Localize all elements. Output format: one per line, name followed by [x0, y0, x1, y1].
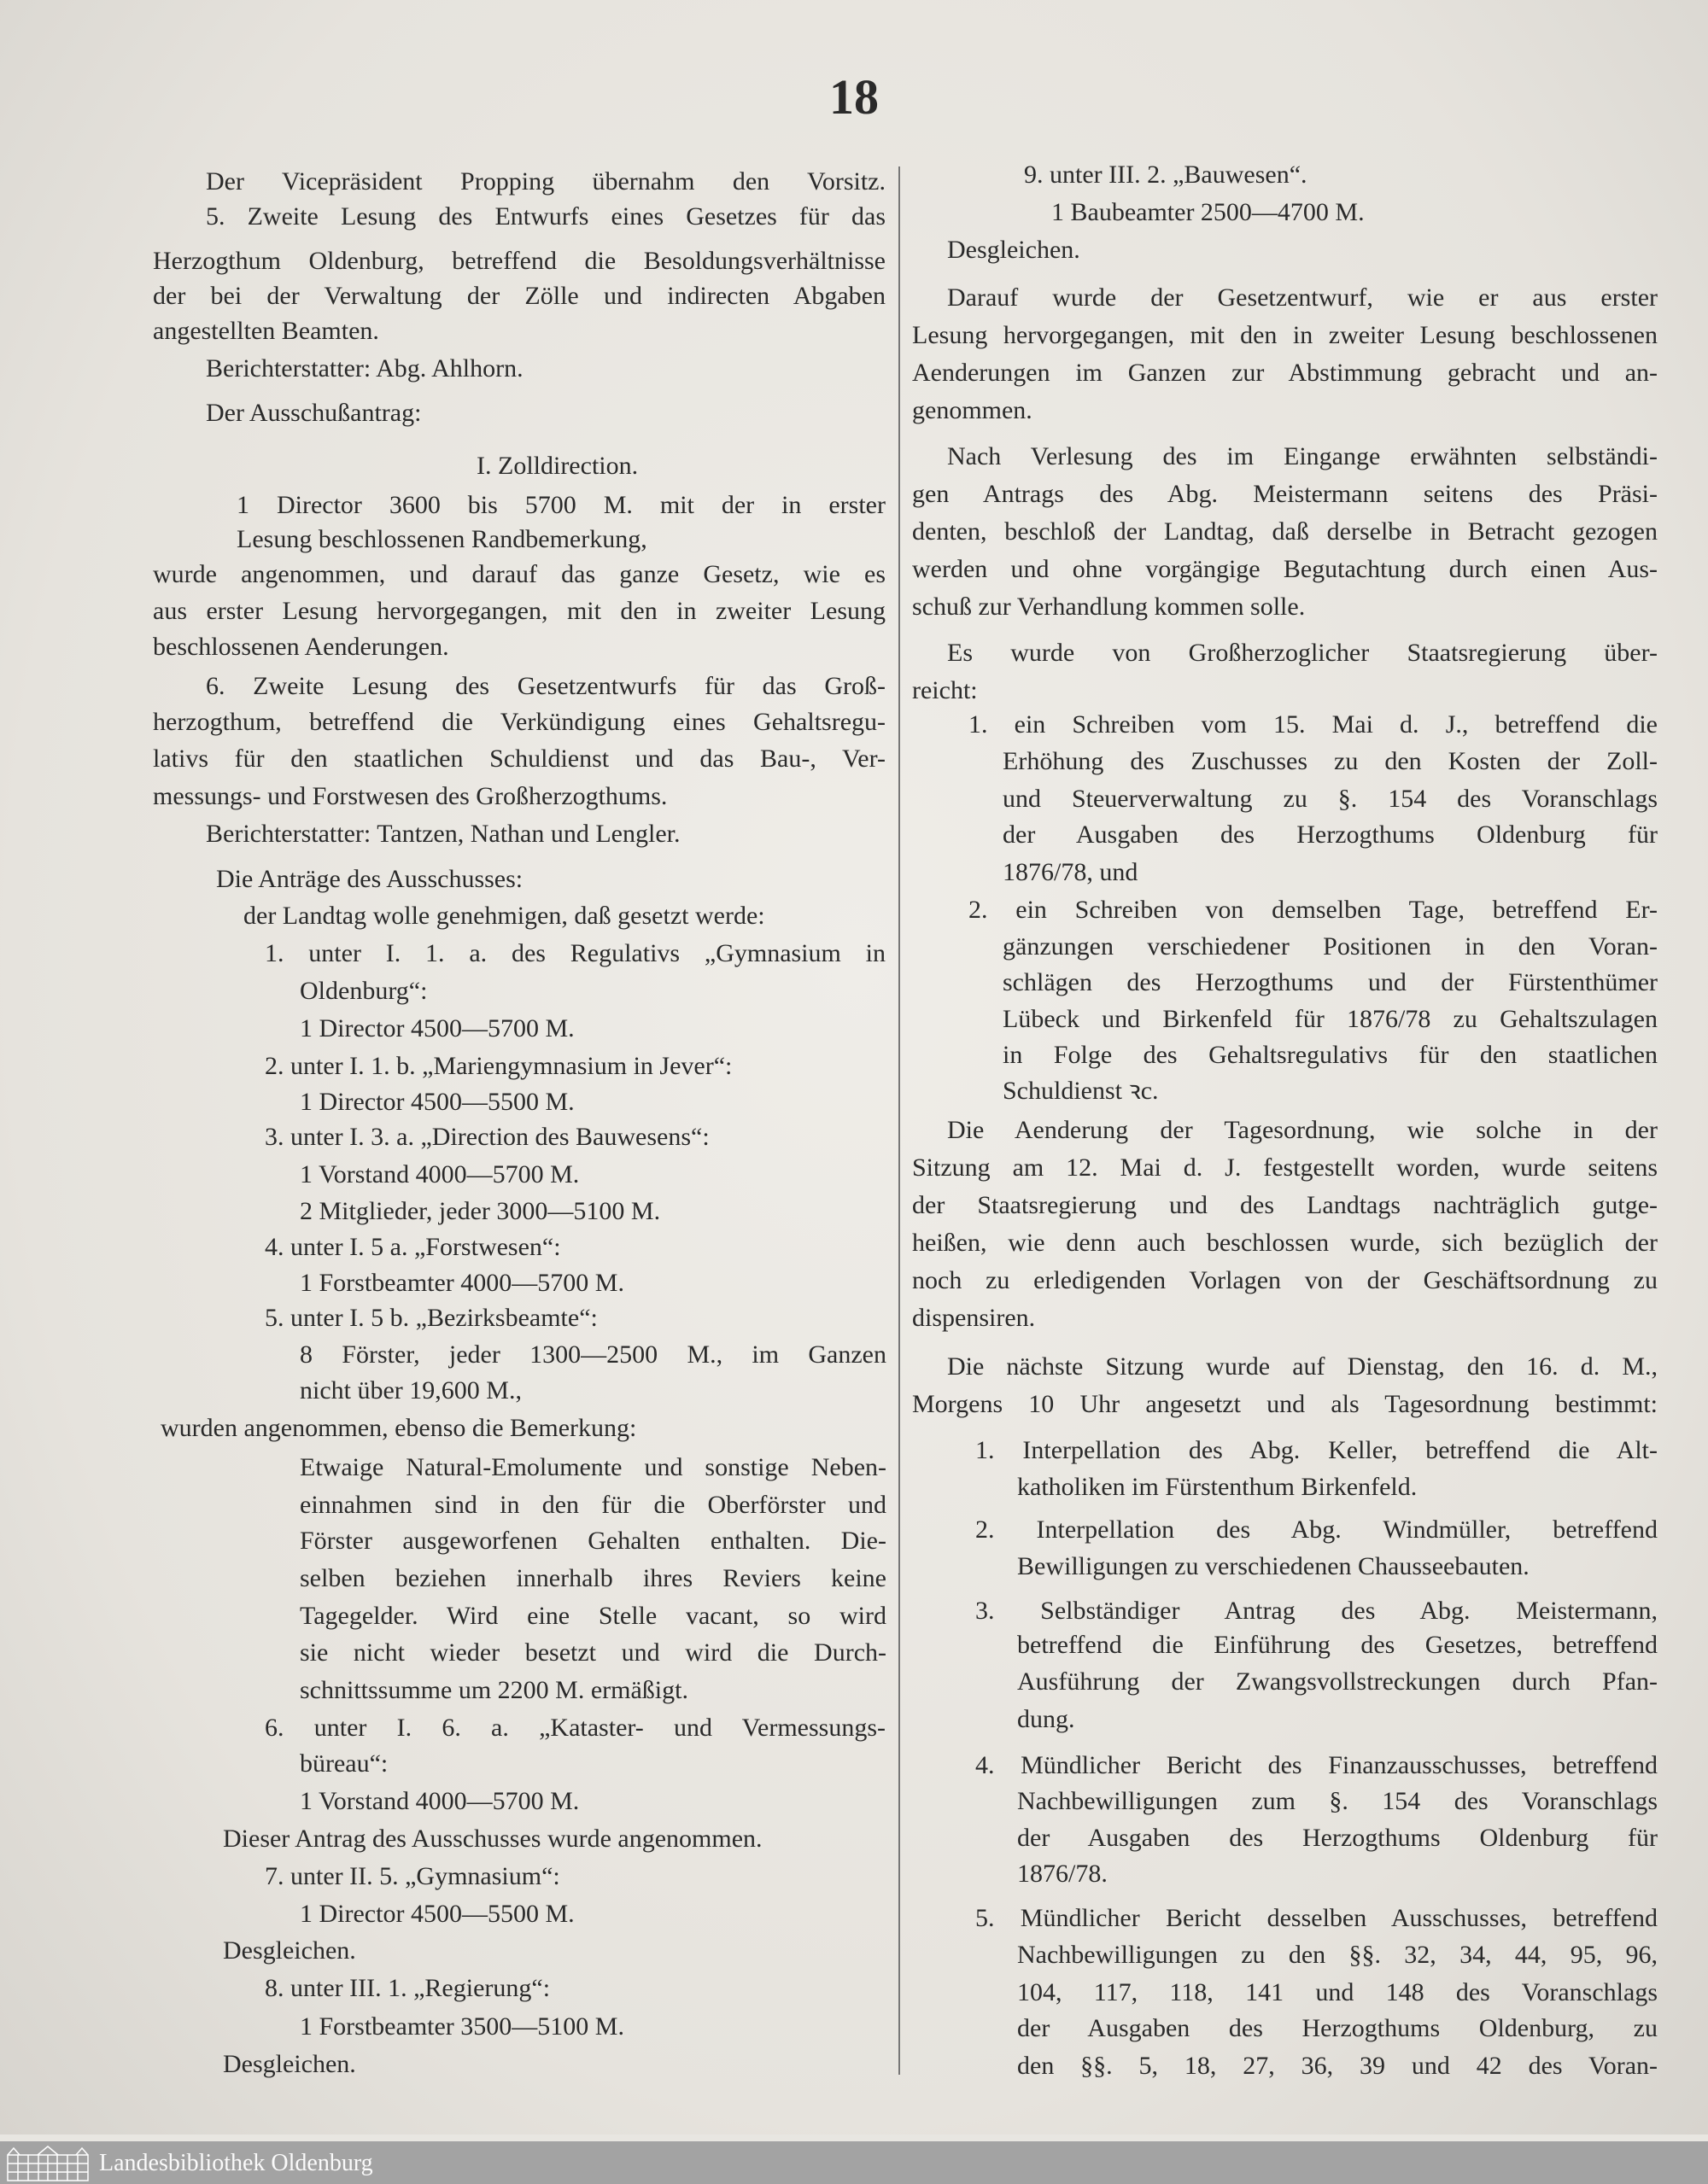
left-column-text-line: 1 Vorstand 4000—5700 M. — [300, 1160, 580, 1188]
library-name: Landesbibliothek Oldenburg — [99, 2150, 373, 2176]
left-column-text-line: Etwaige Natural-Emolumente und sonstige Neben- — [300, 1453, 886, 1481]
right-column-text-line: der Ausgaben des Herzogthums Oldenburg für — [1017, 1824, 1658, 1852]
left-column-text-line: wurden angenommen, ebenso die Bemerkung: — [161, 1414, 637, 1442]
right-column-text-line: Nachbewilligungen zu den §§. 32, 34, 44, 95, 96, — [1017, 1941, 1658, 1969]
right-column-text-line: Lesung hervorgegangen, mit den in zweiter Lesung beschlossenen — [912, 321, 1658, 349]
library-building-logo — [5, 2145, 91, 2182]
right-column-text-line: 1876/78, und — [1003, 858, 1138, 886]
right-column-text-line: Es wurde von Großherzoglicher Staatsregierung über- — [947, 639, 1658, 667]
right-column-text-line: Lübeck und Birkenfeld für 1876/78 zu Gehaltszulagen — [1003, 1005, 1658, 1033]
right-column-text-line: 1. ein Schreiben vom 15. Mai d. J., betreffend die — [968, 710, 1658, 739]
right-column-text-line: 2. ein Schreiben von demselben Tage, betreffend Er- — [968, 896, 1658, 924]
left-column-text-line: aus erster Lesung hervorgegangen, mit den in zweiter Lesung — [153, 597, 886, 625]
right-column-text-line: den §§. 5, 18, 27, 36, 39 und 42 des Voran- — [1017, 2052, 1658, 2080]
left-column-text-line: der Landtag wolle genehmigen, daß gesetzt werde: — [243, 902, 765, 930]
left-column-text-line: nicht über 19,600 M., — [300, 1376, 522, 1404]
left-column-text-line: 2 Mitglieder, jeder 3000—5100 M. — [300, 1197, 661, 1225]
left-column-text-line: Der Vicepräsident Propping übernahm den Vorsitz. — [206, 167, 886, 196]
right-column-text-line: gen Antrags des Abg. Meistermann seitens des Präsi- — [912, 480, 1658, 508]
left-column-text-line: 5. unter I. 5 b. „Bezirksbeamte“: — [265, 1304, 598, 1332]
right-column-text-line: 3. Selbständiger Antrag des Abg. Meistermann, — [975, 1597, 1658, 1625]
left-column-text-line: Desgleichen. — [223, 2050, 356, 2078]
left-column-text-line: 1. unter I. 1. a. des Regulativs „Gymnasium in — [265, 939, 886, 967]
right-column-text-line: 5. Mündlicher Bericht desselben Ausschusses, betreffend — [975, 1904, 1658, 1932]
left-column-text-line: herzogthum, betreffend die Verkündigung eines Gehaltsregu- — [153, 708, 886, 736]
left-column-text-line: 1 Forstbeamter 3500—5100 M. — [300, 2012, 624, 2041]
left-column-text-line: der bei der Verwaltung der Zölle und indirecten Abgaben — [153, 282, 886, 310]
left-column-text-line: messungs- und Forstwesen des Großherzogthums. — [153, 782, 668, 810]
left-column-text-line: einnahmen sind in den für die Oberförster und — [300, 1491, 886, 1519]
left-column-text-line: Dieser Antrag des Ausschusses wurde angenommen. — [223, 1825, 763, 1853]
right-column-text-line: 1 Baubeamter 2500—4700 M. — [1051, 198, 1365, 226]
left-column-text-line: selben beziehen innerhalb ihres Reviers keine — [300, 1564, 886, 1592]
right-column-text-line: dispensiren. — [912, 1304, 1036, 1332]
right-column-text-line: Bewilligungen zu verschiedenen Chausseebauten. — [1017, 1552, 1530, 1580]
right-column-text-line: der Ausgaben des Herzogthums Oldenburg, zu — [1017, 2014, 1658, 2042]
left-column-text-line: 1 Director 3600 bis 5700 M. mit der in erster — [237, 491, 886, 519]
left-column-text-line: Berichterstatter: Tantzen, Nathan und Lengler. — [206, 820, 681, 848]
right-column-text-line: genommen. — [912, 396, 1032, 424]
left-column-text-line: Berichterstatter: Abg. Ahlhorn. — [206, 354, 524, 382]
right-column-text-line: dung. — [1017, 1705, 1075, 1733]
right-column-text-line: Die nächste Sitzung wurde auf Dienstag, den 16. d. M., — [947, 1352, 1658, 1381]
left-column-text-line: 6. Zweite Lesung des Gesetzentwurfs für das Groß- — [206, 672, 886, 700]
footer-bar — [0, 2141, 1708, 2184]
left-column-text-line: 1 Director 4500—5500 M. — [300, 1900, 575, 1928]
right-column-text-line: noch zu erledigenden Vorlagen von der Geschäftsordnung zu — [912, 1266, 1658, 1294]
right-column-text-line: und Steuerverwaltung zu §. 154 des Voranschlags — [1003, 785, 1658, 813]
left-column-text-line: 1 Director 4500—5500 M. — [300, 1088, 575, 1116]
right-column-text-line: betreffend die Einführung des Gesetzes, betreffend — [1017, 1631, 1658, 1659]
right-column-text-line: heißen, wie denn auch beschlossen wurde, sich bezüglich der — [912, 1229, 1658, 1257]
right-column-text-line: gänzungen verschiedener Positionen in den Voran- — [1003, 932, 1658, 961]
right-column-text-line: 1. Interpellation des Abg. Keller, betreffend die Alt- — [975, 1436, 1658, 1464]
left-column-text-line: Desgleichen. — [223, 1936, 356, 1965]
right-column-text-line: Nach Verlesung des im Eingange erwähnten selbständi- — [947, 442, 1658, 470]
right-column-text-line: Die Aenderung der Tagesordnung, wie solche in der — [947, 1116, 1658, 1144]
left-column-text-line: 8 Förster, jeder 1300—2500 M., im Ganzen — [300, 1340, 886, 1369]
right-column-text-line: denten, beschloß der Landtag, daß derselbe in Betracht gezogen — [912, 517, 1658, 546]
page-number: 18 — [829, 69, 879, 125]
left-column-text-line: lativs für den staatlichen Schuldienst und das Bau-, Ver- — [153, 745, 886, 773]
left-column-text-line: 4. unter I. 5 a. „Forstwesen“: — [265, 1233, 561, 1261]
column-divider — [898, 166, 900, 2075]
left-column-text-line: Oldenburg“: — [300, 977, 428, 1005]
right-column-text-line: werden und ohne vorgängige Begutachtung durch einen Aus- — [912, 555, 1658, 583]
left-column-text-line: 1 Director 4500—5700 M. — [300, 1014, 575, 1042]
left-column-text-line: angestellten Beamten. — [153, 317, 379, 345]
left-column-text-line: Förster ausgeworfenen Gehalten enthalten. Die- — [300, 1527, 886, 1555]
right-column-text-line: Ausführung der Zwangsvollstreckungen durch Pfan- — [1017, 1667, 1658, 1696]
right-column-text-line: 1876/78. — [1017, 1860, 1108, 1888]
right-column-text-line: 4. Mündlicher Bericht des Finanzausschusses, betreffend — [975, 1751, 1658, 1779]
right-column-text-line: schlägen des Herzogthums und der Fürstenthümer — [1003, 968, 1658, 996]
right-column-text-line: Darauf wurde der Gesetzentwurf, wie er aus erster — [947, 283, 1658, 312]
left-column-text-line: Herzogthum Oldenburg, betreffend die Besoldungsverhältnisse — [153, 247, 886, 275]
right-column-text-line: Nachbewilligungen zum §. 154 des Voranschlags — [1017, 1787, 1658, 1815]
right-column-text-line: reicht: — [912, 676, 978, 704]
left-column-text-line: 1 Forstbeamter 4000—5700 M. — [300, 1269, 624, 1297]
left-column-text-line: 6. unter I. 6. a. „Kataster- und Vermessungs- — [265, 1714, 886, 1742]
left-column-text-line: 5. Zweite Lesung des Entwurfs eines Gesetzes für das — [206, 202, 886, 231]
right-column-text-line: in Folge des Gehaltsregulativs für den staatlichen — [1003, 1041, 1658, 1069]
left-column-text-line: 3. unter I. 3. a. „Direction des Bauwesens“: — [265, 1123, 710, 1151]
left-column-text-line: Tagegelder. Wird eine Stelle vacant, so wird — [300, 1602, 886, 1630]
right-column-text-line: 9. unter III. 2. „Bauwesen“. — [1024, 161, 1307, 189]
left-column-text-line: 1 Vorstand 4000—5700 M. — [300, 1787, 580, 1815]
left-column-text-line: 7. unter II. 5. „Gymnasium“: — [265, 1862, 560, 1890]
left-column-text-line: 2. unter I. 1. b. „Mariengymnasium in Jever“: — [265, 1052, 733, 1080]
left-column-text-line: Die Anträge des Ausschusses: — [216, 865, 524, 893]
right-column-text-line: Sitzung am 12. Mai d. J. festgestellt worden, wurde seitens — [912, 1153, 1658, 1182]
left-column-text-line: wurde angenommen, und darauf das ganze Gesetz, wie es — [153, 560, 886, 588]
right-column-text-line: der Ausgaben des Herzogthums Oldenburg für — [1003, 820, 1658, 849]
right-column-text-line: Schuldienst ꝛc. — [1003, 1077, 1159, 1105]
left-column-text-line: Lesung beschlossenen Randbemerkung, — [237, 525, 647, 553]
left-column-text-line: sie nicht wieder besetzt und wird die Durch- — [300, 1638, 886, 1667]
left-column-text-line: büreau“: — [300, 1749, 389, 1778]
right-column-text-line: der Staatsregierung und des Landtags nachträglich gutge- — [912, 1191, 1658, 1219]
right-column-text-line: schuß zur Verhandlung kommen solle. — [912, 593, 1306, 621]
right-column-text-line: Desgleichen. — [947, 236, 1080, 264]
left-column-text-line: beschlossenen Aenderungen. — [153, 633, 449, 661]
right-column-text-line: katholiken im Fürstenthum Birkenfeld. — [1017, 1473, 1418, 1501]
right-column-text-line: 104, 117, 118, 141 und 148 des Voranschlags — [1017, 1978, 1658, 2006]
left-column-text-line: 8. unter III. 1. „Regierung“: — [265, 1974, 551, 2002]
right-column-text-line: Erhöhung des Zuschusses zu den Kosten der Zoll- — [1003, 747, 1658, 775]
right-column-text-line: Aenderungen im Ganzen zur Abstimmung gebracht und an- — [912, 359, 1658, 387]
left-column-text-line: schnittssumme um 2200 M. ermäßigt. — [300, 1676, 688, 1704]
right-column-text-line: Morgens 10 Uhr angesetzt und als Tagesordnung bestimmt: — [912, 1390, 1658, 1418]
left-column-text-line: Der Ausschußantrag: — [206, 399, 422, 427]
right-column-text-line: 2. Interpellation des Abg. Windmüller, betreffend — [975, 1515, 1658, 1544]
left-column-text-line: I. Zolldirection. — [477, 452, 639, 480]
